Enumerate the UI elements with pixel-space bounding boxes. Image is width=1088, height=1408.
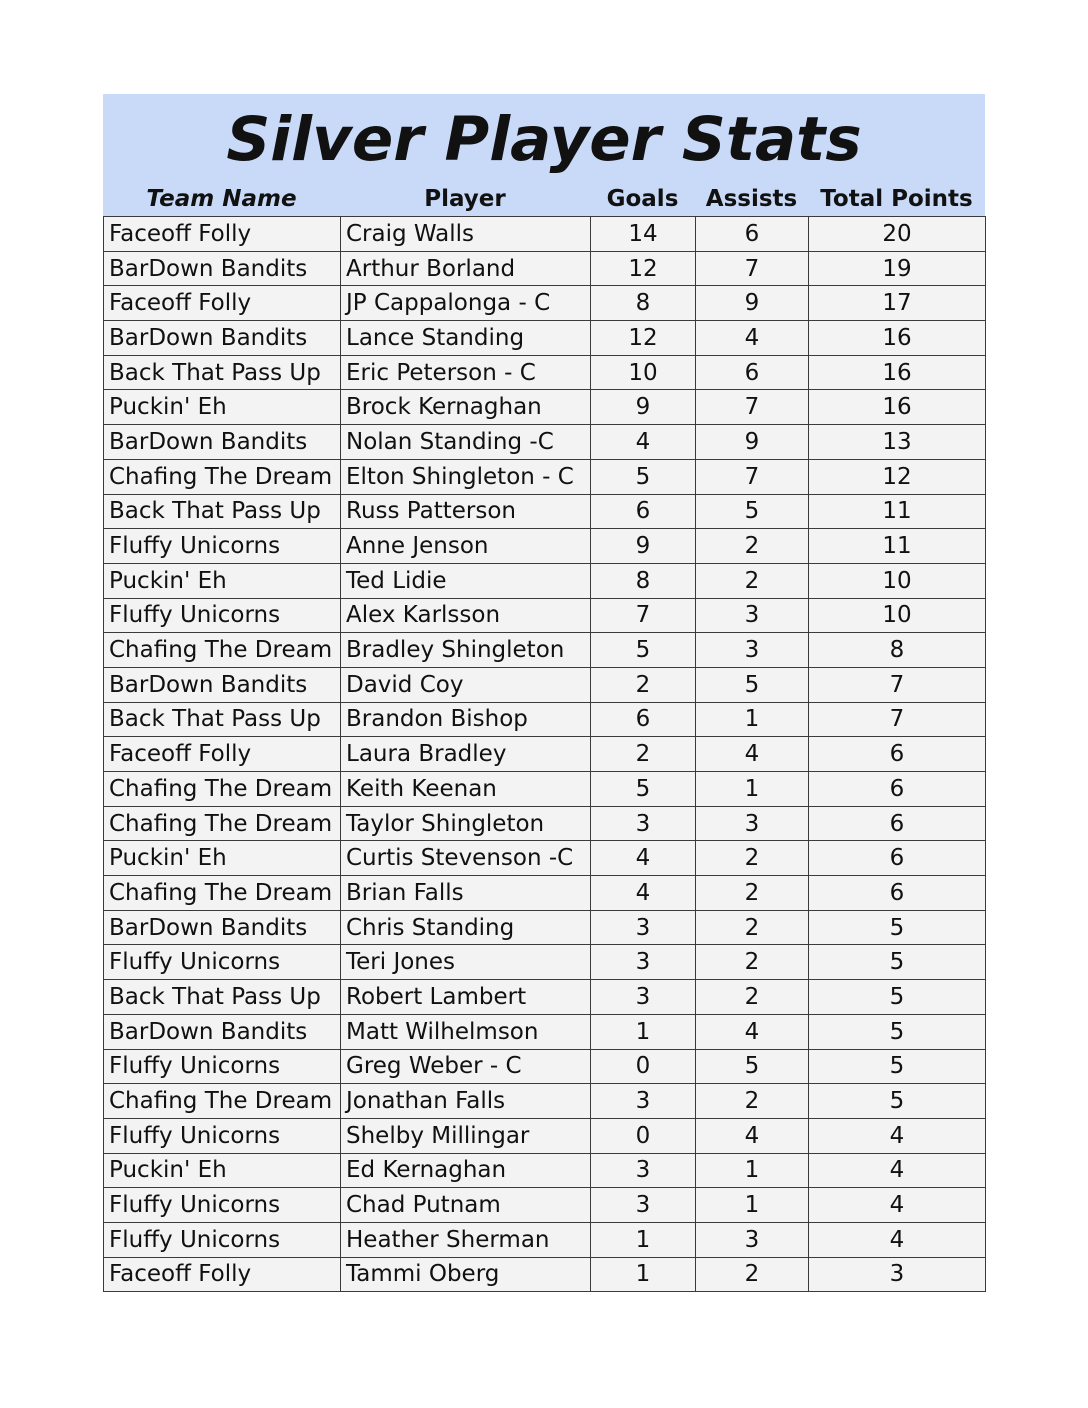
table-row: [104, 217, 986, 252]
cell-assists: 2: [696, 563, 809, 598]
stats-sheet: [103, 94, 985, 1292]
stats-table: [103, 216, 986, 1292]
cell-team: Chafing The Dream: [104, 806, 341, 841]
cell-assists: 2: [696, 1257, 809, 1292]
cell-goals: 6: [591, 702, 696, 737]
stats-table-body: [104, 217, 986, 1292]
cell-assists: 4: [696, 1014, 809, 1049]
table-row: [104, 321, 986, 356]
cell-total-points: 10: [809, 598, 986, 633]
cell-total-points: 6: [809, 841, 986, 876]
table-row: [104, 806, 986, 841]
cell-goals: 4: [591, 425, 696, 460]
cell-goals: 4: [591, 841, 696, 876]
cell-player: Brock Kernaghan: [341, 390, 591, 425]
cell-total-points: 12: [809, 459, 986, 494]
cell-team: Chafing The Dream: [104, 459, 341, 494]
table-row: [104, 251, 986, 286]
cell-total-points: 4: [809, 1222, 986, 1257]
cell-total-points: 17: [809, 286, 986, 321]
cell-total-points: 5: [809, 945, 986, 980]
cell-player: Brandon Bishop: [341, 702, 591, 737]
cell-player: Teri Jones: [341, 945, 591, 980]
cell-goals: 9: [591, 529, 696, 564]
cell-assists: 5: [696, 1049, 809, 1084]
cell-team: Fluffy Unicorns: [104, 598, 341, 633]
cell-assists: 1: [696, 1188, 809, 1223]
cell-player: Greg Weber - C: [341, 1049, 591, 1084]
cell-assists: 3: [696, 598, 809, 633]
table-row: [104, 1084, 986, 1119]
cell-player: Ted Lidie: [341, 563, 591, 598]
page-title: Silver Player Stats: [226, 104, 862, 175]
cell-total-points: 10: [809, 563, 986, 598]
table-row: [104, 633, 986, 668]
cell-goals: 12: [591, 251, 696, 286]
cell-goals: 3: [591, 980, 696, 1015]
cell-player: Shelby Millingar: [341, 1118, 591, 1153]
cell-assists: 2: [696, 980, 809, 1015]
table-row: [104, 459, 986, 494]
cell-player: Elton Shingleton - C: [341, 459, 591, 494]
header-band: [103, 94, 985, 216]
cell-goals: 4: [591, 876, 696, 911]
cell-player: Lance Standing: [341, 321, 591, 356]
table-row: [104, 494, 986, 529]
table-row: [104, 876, 986, 911]
cell-team: Fluffy Unicorns: [104, 945, 341, 980]
cell-player: Heather Sherman: [341, 1222, 591, 1257]
cell-assists: 7: [696, 251, 809, 286]
cell-player: Jonathan Falls: [341, 1084, 591, 1119]
cell-team: Faceoff Folly: [104, 737, 341, 772]
cell-assists: 6: [696, 355, 809, 390]
cell-assists: 4: [696, 321, 809, 356]
cell-player: Eric Peterson - C: [341, 355, 591, 390]
cell-player: JP Cappalonga - C: [341, 286, 591, 321]
table-row: [104, 772, 986, 807]
cell-total-points: 19: [809, 251, 986, 286]
cell-total-points: 13: [809, 425, 986, 460]
cell-goals: 3: [591, 945, 696, 980]
cell-goals: 5: [591, 459, 696, 494]
table-row: [104, 945, 986, 980]
cell-player: Curtis Stevenson -C: [341, 841, 591, 876]
cell-assists: 3: [696, 1222, 809, 1257]
column-header-points: Total Points: [820, 186, 973, 212]
cell-team: Chafing The Dream: [104, 1084, 341, 1119]
cell-total-points: 16: [809, 321, 986, 356]
cell-goals: 3: [591, 806, 696, 841]
cell-goals: 9: [591, 390, 696, 425]
cell-goals: 14: [591, 217, 696, 252]
cell-team: Back That Pass Up: [104, 702, 341, 737]
cell-total-points: 5: [809, 1084, 986, 1119]
cell-goals: 7: [591, 598, 696, 633]
cell-assists: 1: [696, 772, 809, 807]
table-row: [104, 529, 986, 564]
cell-assists: 2: [696, 841, 809, 876]
table-row: [104, 1049, 986, 1084]
cell-team: Chafing The Dream: [104, 633, 341, 668]
cell-team: BarDown Bandits: [104, 425, 341, 460]
cell-total-points: 4: [809, 1153, 986, 1188]
cell-goals: 0: [591, 1118, 696, 1153]
cell-goals: 8: [591, 286, 696, 321]
cell-total-points: 5: [809, 910, 986, 945]
cell-player: David Coy: [341, 667, 591, 702]
cell-assists: 4: [696, 737, 809, 772]
cell-goals: 3: [591, 1188, 696, 1223]
cell-assists: 3: [696, 806, 809, 841]
cell-assists: 7: [696, 390, 809, 425]
cell-total-points: 6: [809, 876, 986, 911]
cell-assists: 2: [696, 1084, 809, 1119]
cell-goals: 12: [591, 321, 696, 356]
column-header-row: [103, 182, 985, 216]
cell-player: Ed Kernaghan: [341, 1153, 591, 1188]
table-row: [104, 841, 986, 876]
cell-assists: 5: [696, 494, 809, 529]
cell-team: Chafing The Dream: [104, 876, 341, 911]
cell-team: Puckin' Eh: [104, 390, 341, 425]
table-row: [104, 286, 986, 321]
cell-assists: 5: [696, 667, 809, 702]
cell-team: Puckin' Eh: [104, 563, 341, 598]
cell-assists: 2: [696, 945, 809, 980]
column-header-player: Player: [424, 186, 506, 212]
cell-total-points: 5: [809, 980, 986, 1015]
cell-total-points: 7: [809, 702, 986, 737]
cell-team: Faceoff Folly: [104, 286, 341, 321]
table-row: [104, 1014, 986, 1049]
table-row: [104, 1118, 986, 1153]
table-row: [104, 563, 986, 598]
cell-player: Craig Walls: [341, 217, 591, 252]
cell-player: Arthur Borland: [341, 251, 591, 286]
cell-total-points: 16: [809, 390, 986, 425]
column-header-assists: Assists: [705, 186, 798, 212]
cell-total-points: 16: [809, 355, 986, 390]
cell-team: BarDown Bandits: [104, 321, 341, 356]
cell-player: Anne Jenson: [341, 529, 591, 564]
cell-team: Fluffy Unicorns: [104, 529, 341, 564]
cell-total-points: 20: [809, 217, 986, 252]
cell-assists: 9: [696, 425, 809, 460]
cell-player: Brian Falls: [341, 876, 591, 911]
cell-team: Faceoff Folly: [104, 1257, 341, 1292]
cell-goals: 5: [591, 772, 696, 807]
cell-team: BarDown Bandits: [104, 667, 341, 702]
table-row: [104, 980, 986, 1015]
table-row: [104, 737, 986, 772]
table-row: [104, 1153, 986, 1188]
cell-team: Back That Pass Up: [104, 494, 341, 529]
cell-player: Keith Keenan: [341, 772, 591, 807]
cell-goals: 2: [591, 737, 696, 772]
cell-team: Chafing The Dream: [104, 772, 341, 807]
cell-total-points: 11: [809, 529, 986, 564]
cell-goals: 2: [591, 667, 696, 702]
table-row: [104, 390, 986, 425]
column-header-goals: Goals: [606, 186, 679, 212]
cell-goals: 10: [591, 355, 696, 390]
table-row: [104, 355, 986, 390]
column-header-team: Team Name: [146, 186, 297, 212]
cell-goals: 3: [591, 1153, 696, 1188]
cell-goals: 8: [591, 563, 696, 598]
cell-team: Fluffy Unicorns: [104, 1188, 341, 1223]
cell-team: BarDown Bandits: [104, 251, 341, 286]
cell-goals: 3: [591, 1084, 696, 1119]
cell-goals: 1: [591, 1222, 696, 1257]
table-row: [104, 702, 986, 737]
table-row: [104, 910, 986, 945]
cell-team: Puckin' Eh: [104, 1153, 341, 1188]
cell-assists: 2: [696, 910, 809, 945]
cell-assists: 1: [696, 1153, 809, 1188]
cell-assists: 2: [696, 876, 809, 911]
cell-goals: 6: [591, 494, 696, 529]
cell-goals: 1: [591, 1257, 696, 1292]
cell-assists: 2: [696, 529, 809, 564]
cell-player: Taylor Shingleton: [341, 806, 591, 841]
table-row: [104, 1257, 986, 1292]
cell-assists: 1: [696, 702, 809, 737]
cell-total-points: 4: [809, 1188, 986, 1223]
cell-assists: 7: [696, 459, 809, 494]
cell-assists: 4: [696, 1118, 809, 1153]
cell-team: BarDown Bandits: [104, 1014, 341, 1049]
table-row: [104, 1222, 986, 1257]
cell-player: Russ Patterson: [341, 494, 591, 529]
cell-player: Robert Lambert: [341, 980, 591, 1015]
cell-team: Fluffy Unicorns: [104, 1118, 341, 1153]
cell-player: Laura Bradley: [341, 737, 591, 772]
cell-goals: 3: [591, 910, 696, 945]
cell-team: Puckin' Eh: [104, 841, 341, 876]
cell-player: Alex Karlsson: [341, 598, 591, 633]
cell-total-points: 11: [809, 494, 986, 529]
cell-total-points: 5: [809, 1049, 986, 1084]
cell-total-points: 3: [809, 1257, 986, 1292]
table-row: [104, 1188, 986, 1223]
cell-team: Fluffy Unicorns: [104, 1222, 341, 1257]
cell-player: Bradley Shingleton: [341, 633, 591, 668]
cell-team: BarDown Bandits: [104, 910, 341, 945]
cell-team: Faceoff Folly: [104, 217, 341, 252]
cell-goals: 0: [591, 1049, 696, 1084]
cell-total-points: 8: [809, 633, 986, 668]
cell-assists: 9: [696, 286, 809, 321]
cell-goals: 5: [591, 633, 696, 668]
cell-goals: 1: [591, 1014, 696, 1049]
cell-total-points: 6: [809, 806, 986, 841]
cell-player: Chad Putnam: [341, 1188, 591, 1223]
cell-team: Back That Pass Up: [104, 980, 341, 1015]
cell-total-points: 4: [809, 1118, 986, 1153]
cell-assists: 3: [696, 633, 809, 668]
cell-player: Chris Standing: [341, 910, 591, 945]
cell-total-points: 5: [809, 1014, 986, 1049]
cell-player: Matt Wilhelmson: [341, 1014, 591, 1049]
table-row: [104, 425, 986, 460]
cell-assists: 6: [696, 217, 809, 252]
cell-total-points: 7: [809, 667, 986, 702]
cell-team: Fluffy Unicorns: [104, 1049, 341, 1084]
cell-total-points: 6: [809, 737, 986, 772]
cell-player: Tammi Oberg: [341, 1257, 591, 1292]
cell-total-points: 6: [809, 772, 986, 807]
cell-player: Nolan Standing -C: [341, 425, 591, 460]
cell-team: Back That Pass Up: [104, 355, 341, 390]
table-row: [104, 667, 986, 702]
table-row: [104, 598, 986, 633]
